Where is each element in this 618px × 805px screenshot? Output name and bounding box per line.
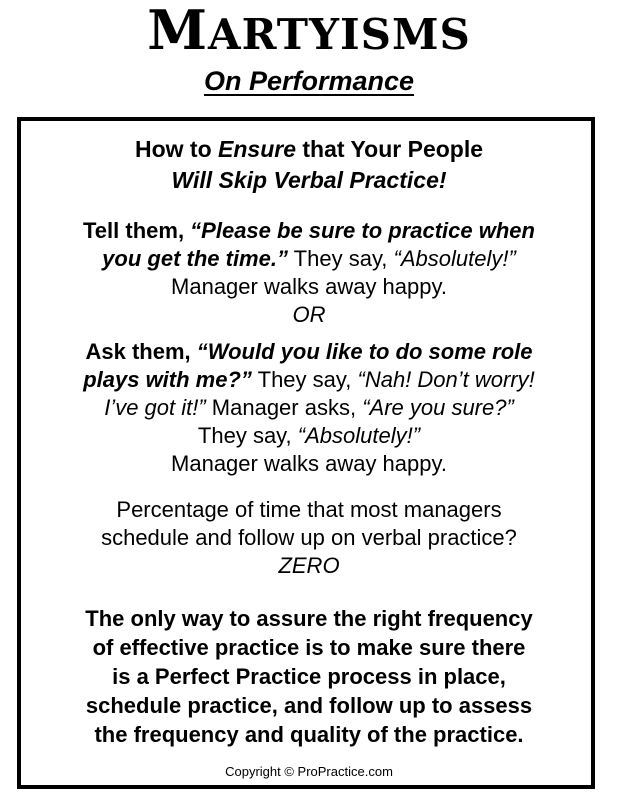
heading-text: How to [134, 136, 219, 162]
heading-emphasis: Ensure [218, 136, 296, 162]
ask-line-3 [0, 394, 618, 422]
tell-lead: Tell them, [83, 218, 191, 243]
page-title-initial: M [147, 0, 208, 62]
page-title-rest: ARTYISMS [207, 10, 471, 59]
section-heading [0, 134, 618, 196]
page-title [0, 0, 618, 62]
percentage-line-2: schedule and follow up on verbal practice? [101, 525, 517, 550]
ask-line-1 [0, 338, 618, 366]
conclusion-paragraph [0, 604, 618, 749]
conclusion-line-2: of effective practice is to make sure there [92, 635, 526, 660]
conclusion-line-3: is a Perfect Practice process in place, [112, 664, 506, 689]
ask-reply: “Nah! Don’t worry! [357, 367, 535, 392]
percentage-paragraph [0, 496, 618, 580]
tell-text: They say, [287, 246, 394, 271]
or-separator: OR [292, 302, 326, 327]
ask-text: Manager asks, [205, 395, 363, 420]
percentage-line-1: Percentage of time that most managers [116, 497, 502, 522]
ask-question: “Are you sure?” [362, 395, 514, 420]
conclusion-line-4: schedule practice, and follow up to assess [85, 693, 533, 718]
tell-reply: “Absolutely!” [393, 246, 516, 271]
ask-reply: “Absolutely!” [297, 423, 421, 448]
ask-lead: Ask them, [85, 339, 197, 364]
conclusion-line-5: the frequency and quality of the practice. [94, 722, 524, 747]
page-subtitle-text: On Performance [203, 66, 415, 96]
ask-quote: “Would you like to do some role [196, 339, 533, 364]
heading-line-1 [0, 134, 618, 165]
ask-text: They say, [251, 367, 358, 392]
ask-line-2 [0, 366, 618, 394]
tell-line-1 [0, 217, 618, 245]
conclusion-line-1: The only way to assure the right frequency [85, 606, 533, 631]
heading-text: that Your People [296, 136, 484, 162]
ask-paragraph [0, 338, 618, 478]
ask-line-4 [0, 422, 618, 450]
percentage-answer: ZERO [278, 553, 340, 578]
tell-paragraph [0, 217, 618, 329]
page-subtitle [0, 64, 618, 98]
ask-reply: I’ve got it!” [104, 395, 206, 420]
ask-line-5: Manager walks away happy. [171, 451, 447, 476]
tell-quote: “Please be sure to practice when [190, 218, 535, 243]
tell-line-2 [0, 245, 618, 273]
ask-quote: plays with me?” [83, 367, 252, 392]
copyright-notice: Copyright © ProPractice.com [225, 764, 393, 779]
tell-line-3: Manager walks away happy. [171, 274, 447, 299]
ask-text: They say, [197, 423, 298, 448]
tell-quote: you get the time.” [102, 246, 288, 271]
heading-line-2: Will Skip Verbal Practice! [171, 167, 447, 193]
